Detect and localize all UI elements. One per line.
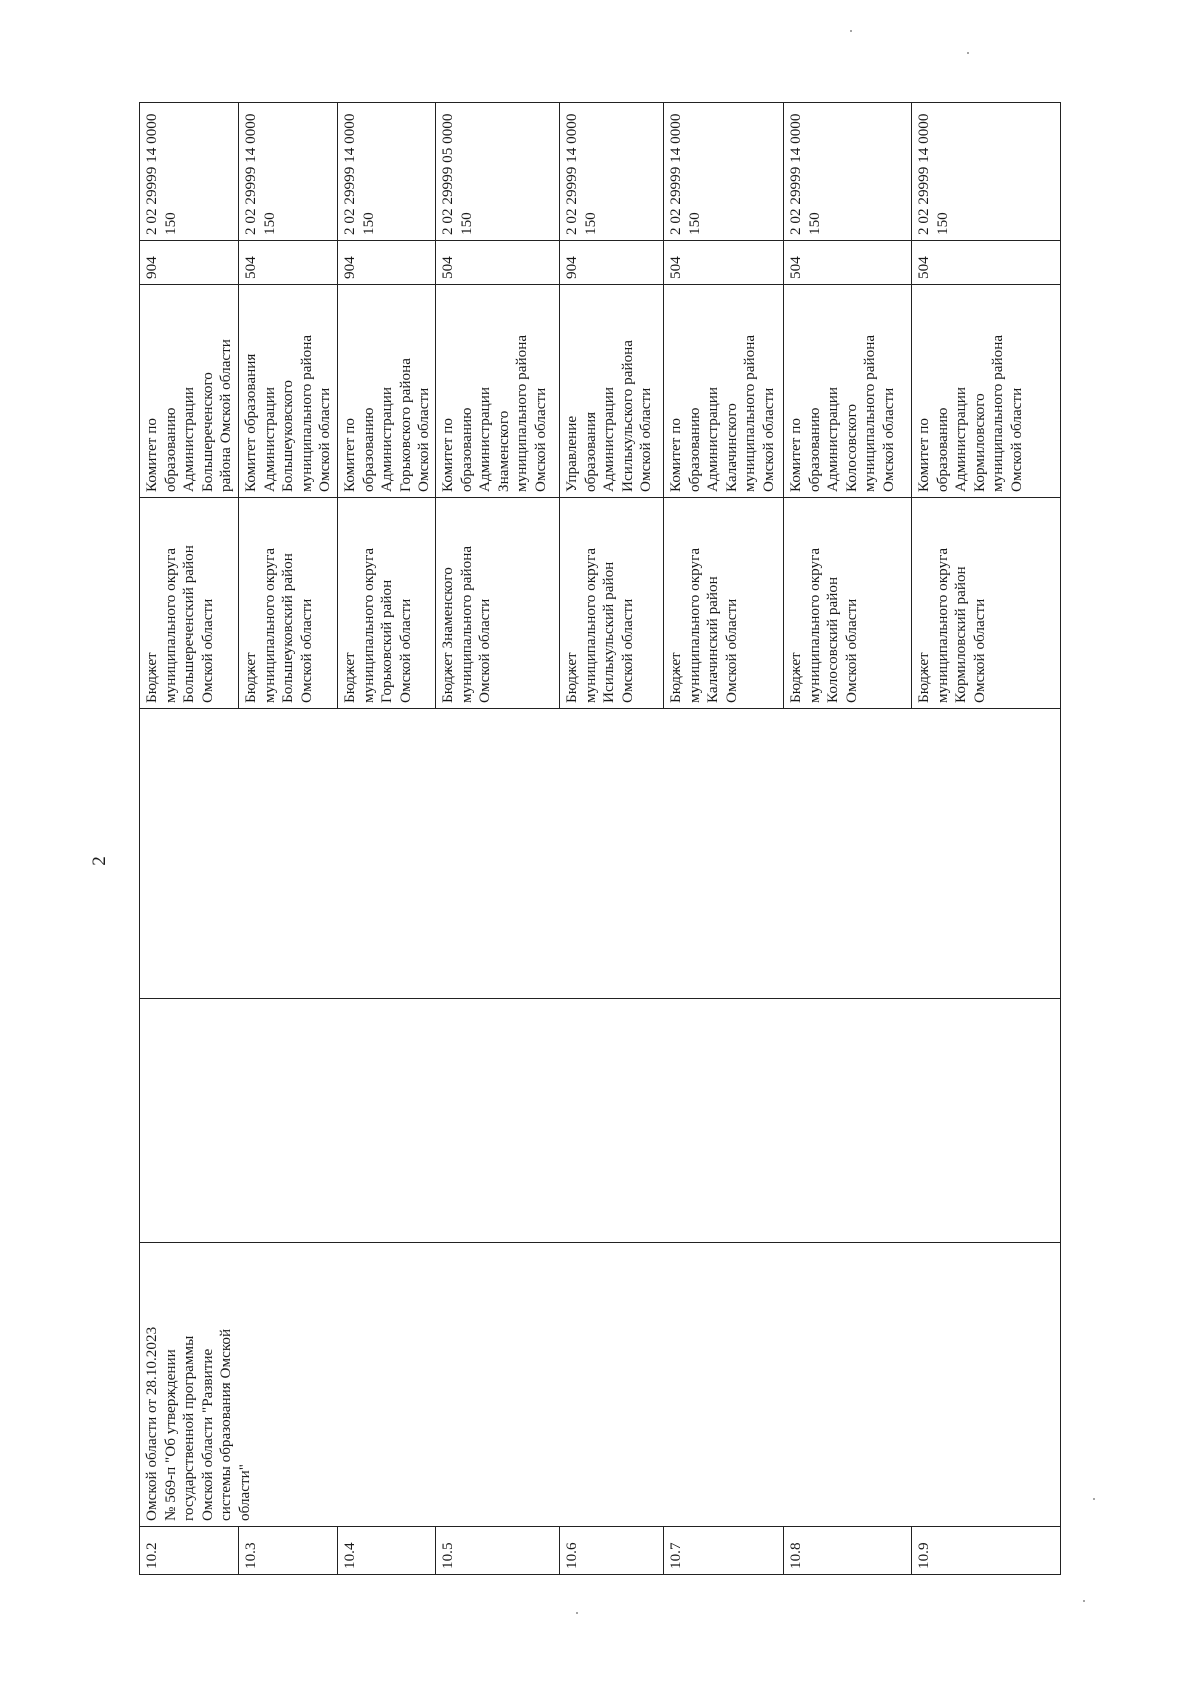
budget-class-code-cell: 2 02 29999 14 0000 150 — [664, 103, 784, 241]
budget-cell: Бюджет муниципального округа Большеуковский район Омской области — [239, 498, 338, 709]
row-number-cell: 10.9 — [912, 1527, 1061, 1575]
administrator-cell: Комитет по образованию Администрации Калачинского муниципального района Омской области — [664, 285, 784, 498]
table-row — [140, 103, 239, 1575]
budget-class-code-cell: 2 02 29999 14 0000 150 — [560, 103, 664, 241]
budget-class-code-cell: 2 02 29999 14 0000 150 — [140, 103, 239, 241]
row-number-cell: 10.2 — [140, 1527, 239, 1575]
administrator-cell: Комитет по образованию Администрации Колосовского муниципального района Омской области — [784, 285, 912, 498]
admin-code-cell: 504 — [912, 241, 1061, 285]
budget-cell: Бюджет муниципального округа Кормиловский район Омской области — [912, 498, 1061, 709]
admin-code-cell: 904 — [560, 241, 664, 285]
budget-cell: Бюджет муниципального округа Исилькульский район Омской области — [560, 498, 664, 709]
row-number-cell: 10.3 — [239, 1527, 338, 1575]
budget-class-code-cell: 2 02 29999 14 0000 150 — [338, 103, 436, 241]
admin-code-cell: 904 — [338, 241, 436, 285]
legal-basis-cell: Омской области от 28.10.2023 № 569-п "Об утверждении государственной программы Омской области "Развитие системы образования Омской области" — [140, 1243, 1061, 1527]
rotated-table-wrapper — [139, 103, 1060, 1575]
admin-code-cell: 504 — [239, 241, 338, 285]
budget-cell: Бюджет муниципального округа Горьковский район Омской области — [338, 498, 436, 709]
budget-class-code-cell: 2 02 29999 14 0000 150 — [912, 103, 1061, 241]
administrator-cell: Комитет по образованию Администрации Кормиловского муниципального района Омской области — [912, 285, 1061, 498]
budget-cell: Бюджет муниципального округа Колосовский район Омской области — [784, 498, 912, 709]
row-number-cell: 10.6 — [560, 1527, 664, 1575]
admin-code-cell: 904 — [140, 241, 239, 285]
budget-cell: Бюджет Знаменского муниципального района Омской области — [436, 498, 560, 709]
row-number-cell: 10.7 — [664, 1527, 784, 1575]
scan-speck — [1093, 1498, 1095, 1500]
admin-code-cell: 504 — [664, 241, 784, 285]
administrator-cell: Комитет по образованию Администрации Горьковского района Омской области — [338, 285, 436, 498]
empty-column-cell — [140, 709, 1061, 999]
budget-cell: Бюджет муниципального округа Калачинский район Омской области — [664, 498, 784, 709]
empty-column-cell — [140, 999, 1061, 1243]
budget-table — [139, 102, 1061, 1575]
row-number-cell: 10.8 — [784, 1527, 912, 1575]
administrator-cell: Комитет по образованию Администрации Большереченского района Омской области — [140, 285, 239, 498]
administrator-cell: Комитет образования Администрации Большеуковского муниципального района Омской области — [239, 285, 338, 498]
budget-class-code-cell: 2 02 29999 14 0000 150 — [239, 103, 338, 241]
admin-code-cell: 504 — [436, 241, 560, 285]
scan-speck — [576, 1612, 578, 1614]
scan-speck — [1083, 1600, 1085, 1602]
page-number: 2 — [89, 856, 110, 866]
administrator-cell: Управление образования Администрации Исилькульского района Омской области — [560, 285, 664, 498]
budget-cell: Бюджет муниципального округа Большереченский район Омской области — [140, 498, 239, 709]
budget-class-code-cell: 2 02 29999 05 0000 150 — [436, 103, 560, 241]
scan-speck — [967, 52, 969, 54]
budget-class-code-cell: 2 02 29999 14 0000 150 — [784, 103, 912, 241]
row-number-cell: 10.4 — [338, 1527, 436, 1575]
scan-speck — [850, 30, 852, 32]
admin-code-cell: 504 — [784, 241, 912, 285]
administrator-cell: Комитет по образованию Администрации Знаменского муниципального района Омской области — [436, 285, 560, 498]
row-number-cell: 10.5 — [436, 1527, 560, 1575]
